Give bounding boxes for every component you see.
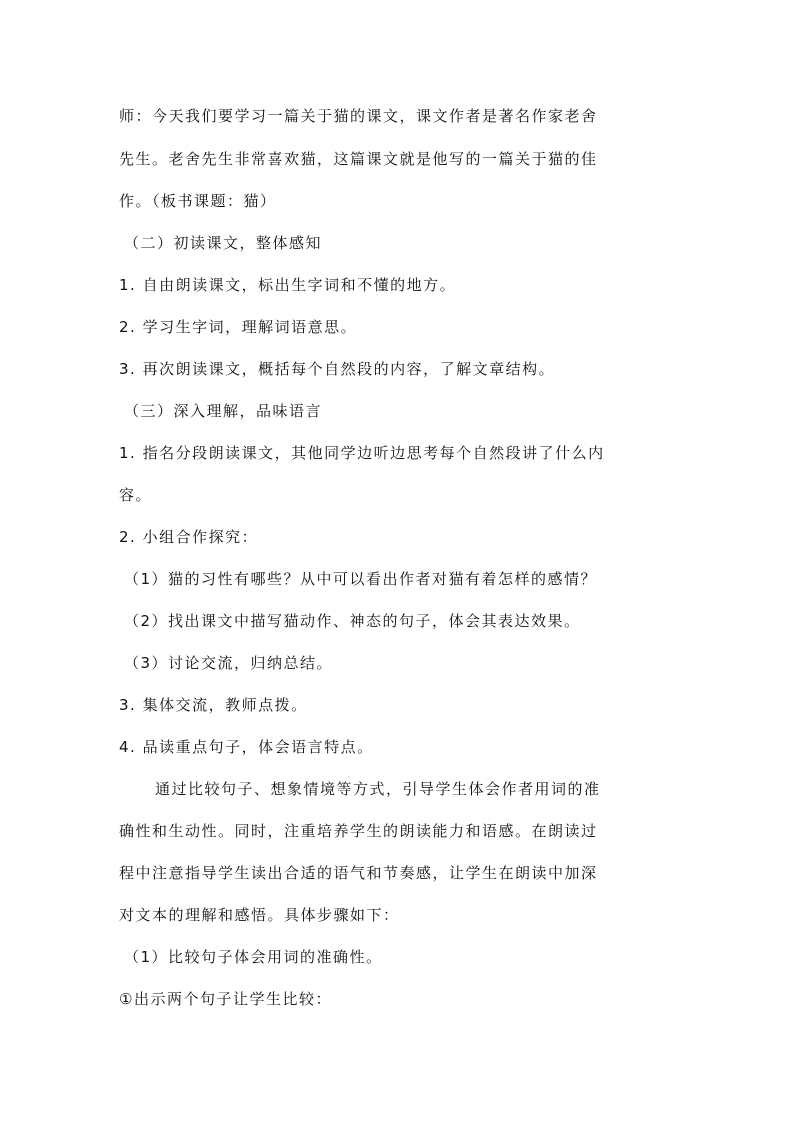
text-line: 师：今天我们要学习一篇关于猫的课文，课文作者是著名作家老舍 [119,107,598,125]
text-line: 容。 [119,486,153,504]
list-item: 4. 品读重点句子，体会语言特点。 [119,738,374,756]
list-item: 3. 集体交流，教师点拨。 [119,696,308,714]
text-line: ①出示两个句子让学生比较： [119,990,332,1008]
paragraph-line: 程中注意指导学生读出合适的语气和节奏感，让学生在朗读中加深 [119,864,598,882]
paragraph-line: 确性和生动性。同时，注重培养学生的朗读能力和语感。在朗读过 [119,822,598,840]
list-item: 1. 自由朗读课文，标出生字词和不懂的地方。 [119,276,457,294]
list-item: 2. 小组合作探究： [119,528,259,546]
text-line: 作。（板书课题：猫） [119,192,277,210]
paragraph-line: 对文本的理解和感悟。具体步骤如下： [119,906,400,924]
paragraph-line: 通过比较句子、想象情境等方式，引导学生体会作者用词的准 [155,780,601,798]
sub-list-item: （3）讨论交流，归纳总结。 [124,654,334,672]
section-heading: （三）深入理解，品味语言 [124,402,323,420]
list-item: 2. 学习生字词，理解词语意思。 [119,318,358,336]
list-item: 3. 再次朗读课文，概括每个自然段的内容，了解文章结构。 [119,360,556,378]
text-line: 先生。老舍先生非常喜欢猫，这篇课文就是他写的一篇关于猫的佳 [119,150,598,168]
section-heading: （二）初读课文，整体感知 [124,234,323,252]
sub-list-item: （1）比较句子体会用词的准确性。 [124,948,383,966]
sub-list-item: （1）猫的习性有哪些？从中可以看出作者对猫有着怎样的感情？ [124,570,598,588]
list-item: 1. 指名分段朗读课文，其他同学边听边思考每个自然段讲了什么内 [119,444,605,462]
sub-list-item: （2）找出课文中描写猫动作、神态的句子，体会其表达效果。 [124,612,581,630]
